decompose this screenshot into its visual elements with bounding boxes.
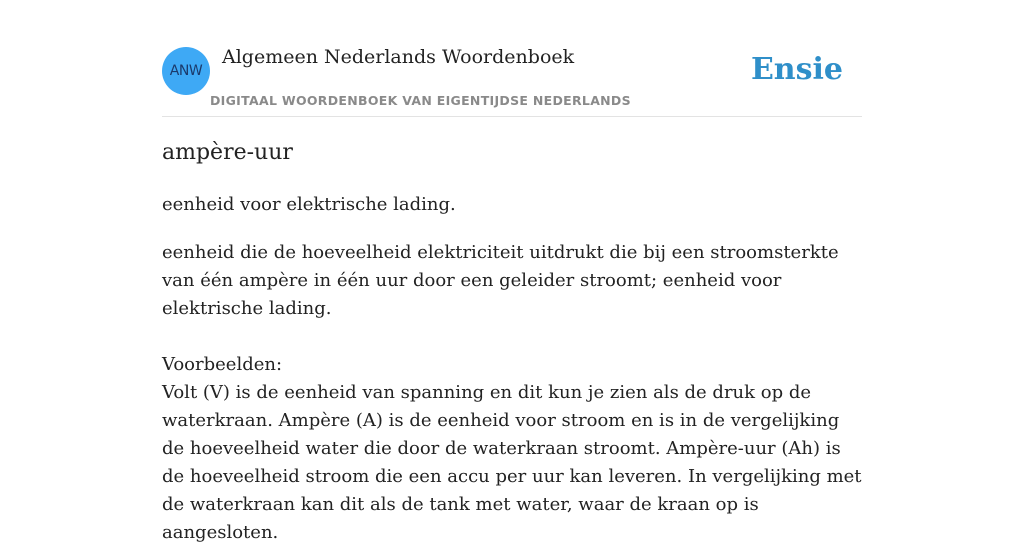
- site-title[interactable]: Algemeen Nederlands Woordenboek: [222, 46, 575, 68]
- page-container: [162, 0, 862, 543]
- long-definition: eenheid die de hoeveelheid elektriciteit uitdrukt die bij een stroomsterkte van één ampère in één uur door een geleider stroomt; eenheid voor elektrische lading.: [162, 242, 839, 319]
- example-text: Volt (V) is de eenheid van spanning en dit kun je zien als de druk op de waterkraan. Ampère (A) is de eenheid voor stroom en is in de vergelijking de hoeveelheid water die door de waterkraan stroomt. Ampère-uur (Ah) is de hoeveelheid stroom die een accu per uur kan leveren. In vergelijking met de waterkraan kan dit als de tank met water, waar de kraan op is aangesloten.: [162, 382, 862, 543]
- logo-text: ANW: [169, 63, 203, 79]
- entry-title: ampère-uur: [162, 140, 293, 165]
- anw-logo[interactable]: [162, 47, 210, 95]
- examples-label: Voorbeelden:: [162, 354, 283, 375]
- short-definition: eenheid voor elektrische lading.: [162, 194, 456, 215]
- ensie-brand-link[interactable]: Ensie: [750, 52, 843, 87]
- site-subtitle: DIGITAAL WOORDENBOEK VAN EIGENTIJDSE NEDERLANDS: [210, 93, 631, 108]
- site-header: [162, 0, 862, 117]
